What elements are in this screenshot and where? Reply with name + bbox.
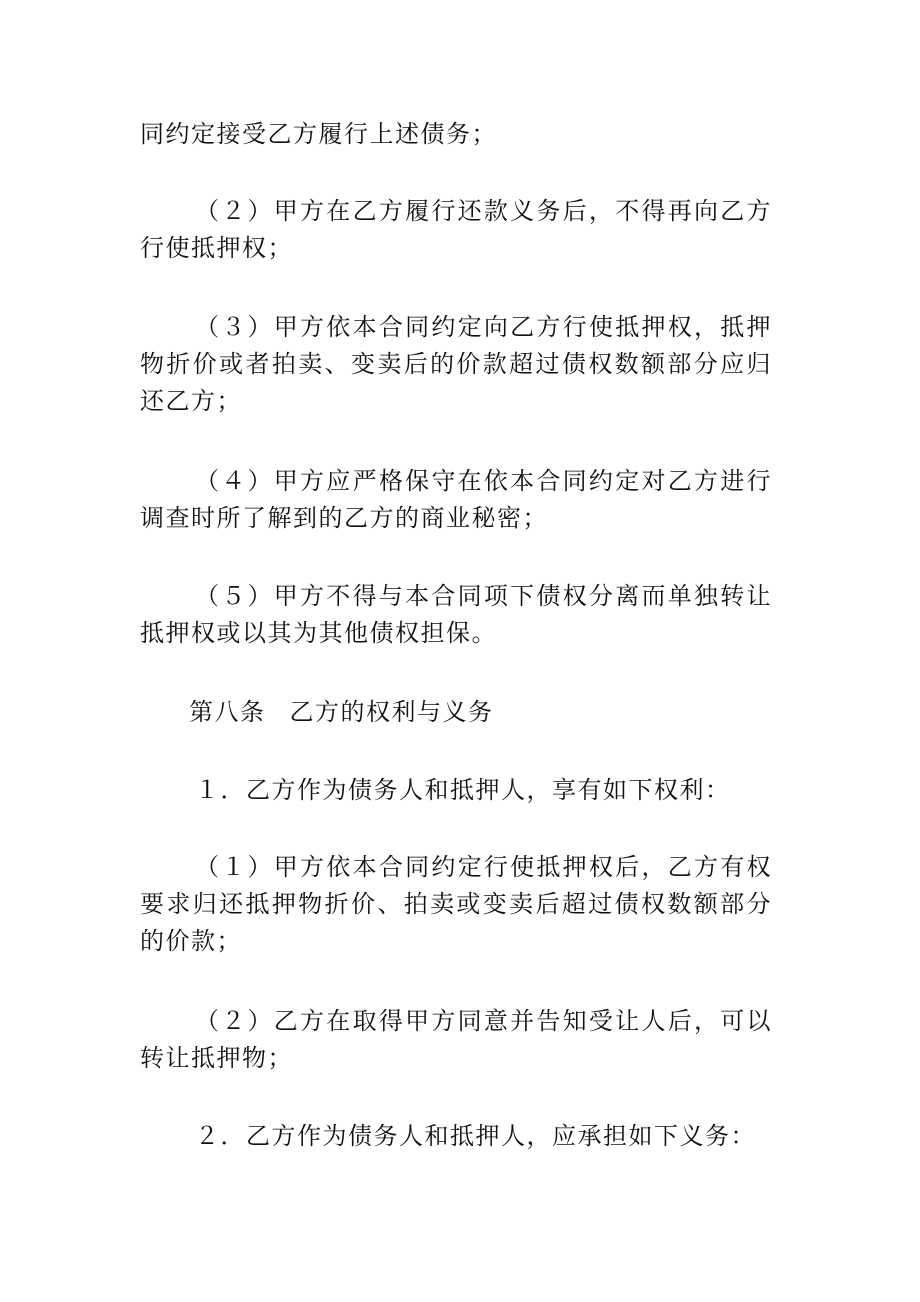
paragraph-item-4: （４）甲方应严格保守在依本合同约定对乙方进行调查时所了解到的乙方的商业秘密；: [140, 467, 772, 532]
article-number: 第八条: [189, 698, 266, 726]
paragraph-item-2: （２）甲方在乙方履行还款义务后，不得再向乙方行使抵押权；: [140, 197, 772, 262]
article-heading: [140, 694, 772, 731]
clause-rights-intro: １．乙方作为债务人和抵押人，享有如下权利：: [195, 776, 731, 804]
clause-right-2: （２）乙方在取得甲方同意并告知受让人后，可以转让抵押物；: [140, 1007, 772, 1072]
clause-obligations-intro: ２．乙方作为债务人和抵押人，应承担如下义务：: [195, 1122, 756, 1150]
clause-right-1: （１）甲方依本合同约定行使抵押权后，乙方有权要求归还抵押物折价、拍卖或变卖后超过债权数额部分的价款；: [140, 853, 772, 955]
article-title: 乙方的权利与义务: [289, 698, 494, 726]
paragraph-continuation: 同约定接受乙方履行上述债务；: [140, 120, 497, 148]
paragraph-item-5: （５）甲方不得与本合同项下债权分离而单独转让抵押权或以其为其他债权担保。: [140, 582, 772, 647]
paragraph-item-3: （３）甲方依本合同约定向乙方行使抵押权，抵押物折价或者拍卖、变卖后的价款超过债权数额部分应归还乙方；: [140, 313, 772, 415]
